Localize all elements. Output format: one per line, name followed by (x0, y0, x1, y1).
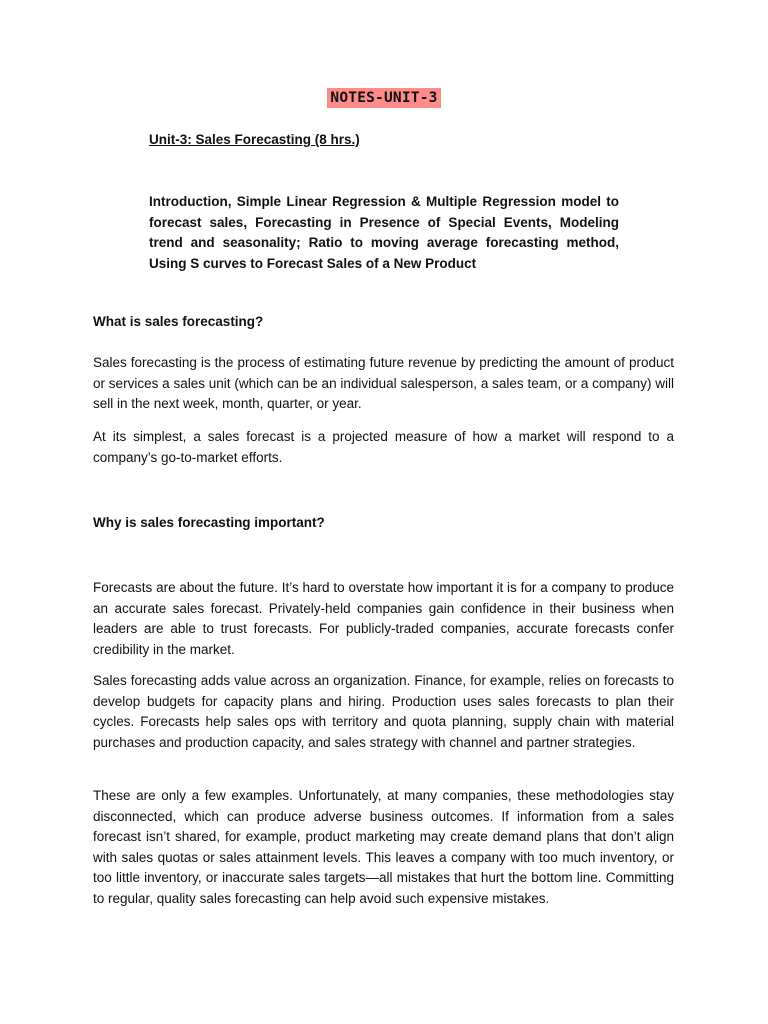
section-heading-why: Why is sales forecasting important? (93, 515, 325, 530)
paragraph: Sales forecasting adds value across an organization. Finance, for example, relies on forecasts to develop budgets for capacity plans and hiring. Production uses sales forecasts to plan their cycles. Forecasts help sales ops with territory and quota planning, supply chain with material purchases and production capacity, and sales strategy with channel and partner strategies. (93, 673, 674, 750)
title-container (0, 88, 768, 108)
paragraph: Forecasts are about the future. It’s hard to overstate how important it is for a company to produce an accurate sales forecast. Privately-held companies gain confidence in their business when leaders are able to trust forecasts. For publicly-traded companies, accurate forecasts confer credibility in the market. (93, 580, 674, 657)
unit-topics: Introduction, Simple Linear Regression & Multiple Regression model to forecast sales, Forecasting in Presence of Special Events, Modeling trend and seasonality; Ratio to moving average forecasting method, Using S curves to Forecast Sales of a New Product (149, 194, 619, 271)
paragraph: These are only a few examples. Unfortunately, at many companies, these methodologies stay disconnected, which can produce adverse business outcomes. If information from a sales forecast isn’t shared, for example, product marketing may create demand plans that don’t align with sales quotas or sales attainment levels. This leaves a company with too much inventory, or too little inventory, or inaccurate sales targets—all mistakes that hurt the bottom line. Committing to regular, quality sales forecasting can help avoid such expensive mistakes. (93, 788, 674, 906)
paragraph: Sales forecasting is the process of estimating future revenue by predicting the amount of product or services a sales unit (which can be an individual salesperson, a sales team, or a company) will sell in the next week, month, quarter, or year. (93, 355, 674, 412)
unit-heading: Unit-3: Sales Forecasting (8 hrs.) (149, 132, 360, 147)
paragraph: At its simplest, a sales forecast is a projected measure of how a market will respond to a company’s go-to-market efforts. (93, 429, 674, 465)
page-title: NOTES-UNIT-3 (327, 88, 440, 108)
section-heading-what: What is sales forecasting? (93, 314, 264, 329)
